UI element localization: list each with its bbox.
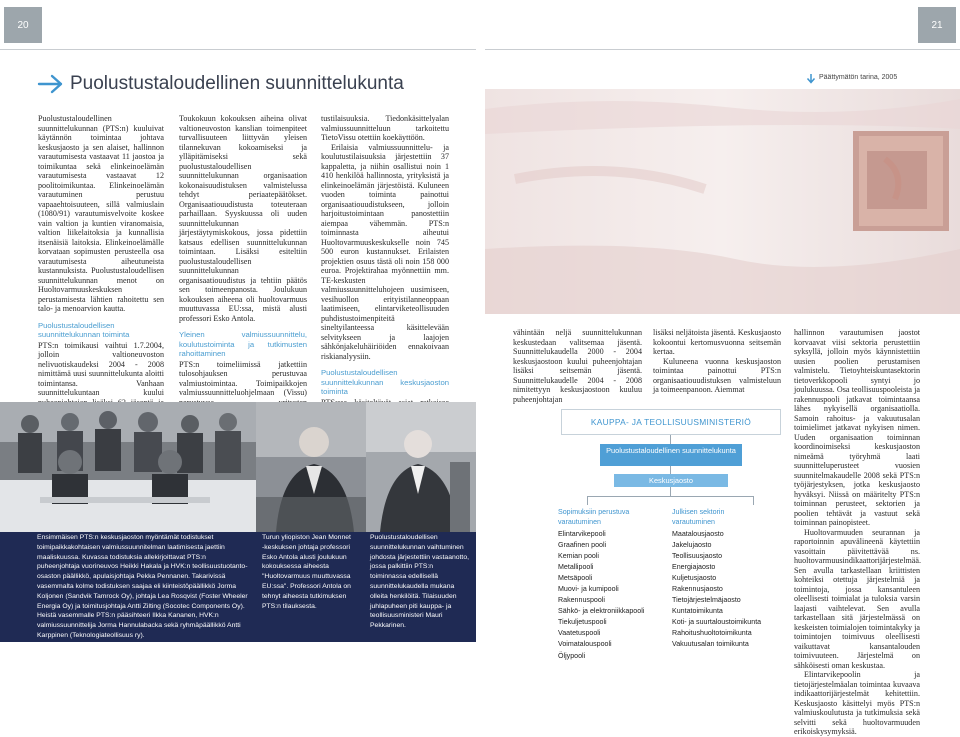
running-header-tag: Päättymätön tarina, 2005	[819, 74, 898, 81]
text-column-4	[513, 328, 642, 404]
org-connector	[753, 496, 754, 505]
org-connector	[587, 496, 588, 505]
org-ministry-box	[561, 409, 781, 435]
reception-photo	[366, 402, 476, 532]
list-item: Elintarvikepooli	[558, 530, 606, 538]
list-item: Muovi- ja kumipooli	[558, 585, 619, 594]
list-item: Öljypooli	[558, 651, 586, 660]
list-item: Energiajaosto	[672, 563, 716, 572]
list-item: Teollisuusjaosto	[672, 552, 723, 561]
list-item: Voimatalouspooli	[558, 640, 612, 649]
list-item: Tietojärjestelmäjaosto	[672, 596, 741, 605]
header-rule-left	[0, 49, 476, 50]
list-item: Rakennuspooli	[558, 596, 605, 605]
list-item: Metallipooli	[558, 563, 594, 572]
paragraph: Huoltovarmuuden seurannan ja raportoinnin apuvälineenä käytettiin vasoittain päivitettävää ns. huoltovarmuusindikaattorijärjestelmää. Sen avulla tarkastellaan kriittisten kohteiksi otettuja järjestelmiä ja toimintoja, jossa kansantuleen oleellisesti toimialat ja tuloksia varsin laajasti vaihtelevat. Sen avulla tarkastellaan sitä järjestelmässä on keskeisten toimialojen toimintakyky ja toimintojen toimivuus oleellisesti vaikuttavat kansantalouden toimivuuteen. Järjestelmä on sähköisesti oman keskustaa.	[794, 527, 921, 670]
list-item: Graafinen pooli	[558, 541, 607, 550]
page-number-left: 20	[4, 7, 42, 43]
list-item: Kemian pooli	[558, 552, 600, 561]
list-item: Jakelujaosto	[672, 541, 712, 550]
list-item: Tiekuljetuspooli	[558, 618, 607, 627]
paragraph: Kuluneena vuonna keskusjaoston toimintaa painottui PTS:n organisaatiouudistuksen valmisteluun ja toimeenpanoon. Aiemmat	[653, 356, 781, 394]
list-item: Rahoitushuoltotoimikunta	[672, 629, 752, 638]
org-connector	[670, 435, 671, 444]
paragraph: PTS:n toimikausi vaihtui 1.7.2004, jolloin valtioneuvoston nelivuotiskaudeksi 2004 - 2008 nimittämä uusi suunnittelukunta aloitti toimintansa. Vanhaan suunnittelukuntaan kuului	[38, 340, 164, 397]
paragraph: vähintään neljä suunnittelukunnan keskustedaan valitsemaa jäsentä. Suunnittelukaudella 2000 - 2004 keskusjaostoon kuului puheenjohtajan lisäksi seitsemän jäsentä. Suunnittelukaudelle 2004 - 2008 nimitettyyn keskusjaostoon kuuluu puheenjohtajan	[513, 328, 642, 404]
text-column-3	[321, 114, 449, 396]
section-heading: Yleinen valmiussuunnittelu, koulutustoiminta ja tutkimusten rahoittaminen	[179, 330, 307, 358]
list-item: Kuntatoimikunta	[672, 607, 723, 616]
org-branch-line	[587, 496, 753, 497]
org-public-heading: Julkisen sektorin varautuminen	[672, 508, 725, 526]
paragraph: hallinnon varautumisen jaostot korvaavat viisi sektoria perustettiin syksyllä, jolloin myös käynnistettiin uusien poolien perustamisen valmistelu. Tietoyhteiskuntasektorin tietoverkkopooli syntyi jo joulukuussa. Osa teollisuuspooleista ja rakennuspooli jatkavat toimintaansa lähes nykyisellä organisaatiolla. Samoin rahoitus- ja vakuutusalan toimielimet jatkavat nykyisen nimen. Uuden organisaation toiminnan koordinoimiseksi keskusjaoston nimeämä työryhmä laati suunnitteluperusteet vuosien suunnitelmakaudelle 2008 sekä PTS:n työjärjestyksen, jotka keskusjaosto hyväksyi. Niissä on määritelty PTS:n toiminnan perusteet, sektorien ja poolien tehtävät ja vastuut sekä toiminnan painopisteet.	[794, 328, 920, 527]
page-title: Puolustustaloudellinen suunnittelukunta	[70, 73, 404, 94]
list-item: Vakuutusalan toimikunta	[672, 640, 749, 649]
list-item: Sähkö- ja elektroniikkapooli	[558, 607, 645, 616]
caption-signing: Ensimmäisen PTS:n keskusjaoston myöntämät todistukset toimipaikkakohtaisen valmiussuunnitelman laatimisesta jaettiin maaliskuussa. Kuvassa todistuksia allekirjoittavat PTS:n puheenjohtaja vuorineuvos Heikki Hakala ja HVK:n teollisuustuotanto-osaston päällikkö, apulaisjohtaja Pekka Pennanen. Takarivissä vasemmalta kolme todistuksen saajaa eli kiinteistöpäällikkö Jorma Koljonen (Sandvik Tamrock Oy), johtaja Lea Rosqvist (Foster Wheeler Energia Oy) ja toimitusjohtaja Antti Zilting (Socotec Components Oy). Heistä vasemmalle PTS:n pääsihteeri Ilkka Kananen, HVK:n valmiussuunnittelija Jorma Hannulabacka sekä ryhmäpäällikkö Antti Karppinen (Teknologiateollisuus ry).	[37, 534, 248, 639]
org-public-list	[672, 529, 787, 651]
text-column-1	[38, 114, 164, 396]
paragraph: Toukokuun kokouksen aiheina olivat valtioneuvoston kanslian toimenpiteet turvallisuuteen liittyvän yleisen tilannekuvan kokoamiseksi ja ylläpitämiseksi sekä puolustustaloudellisen suunnittelukunnan organisaation kokonaisuudistuksen valmistelussa tehdyt periaatepäätökset. Organisaatiouudistusta toteuteraan parhaillaan. Syyskuussa oli uuden suunnittelukunnan järjestäytymiskokous, jossa pidettiin katsaus edellisen suunnittelukunnan toimintaan. Lisäksi esiteltiin puolustustaloudellisen suunnittelukunnan organisaatiouudistus ja tehtiin päätös sen toimeenpanosta. Joulukuun kokouksen aiheena oli huoltovarmuus muuttuvassa EU:ssa, mistä alusti professori Esko Antola.	[179, 114, 307, 323]
section-heading: Puolustustaloudellisen suunnittelukunnan keskusjaoston toiminta	[321, 368, 449, 396]
org-central-box: Keskusjaosto	[614, 474, 728, 487]
paragraph: tustilaisuuksia. Tiedonkäsittelyalan valmiussuunnitteluun tarkoitettu TietoVissu otettiin koekäyttöön.	[321, 114, 449, 142]
org-connector	[670, 487, 671, 496]
org-private-list	[558, 529, 668, 662]
photo-caption-panel	[0, 532, 476, 642]
paragraph: Erilaisia valmiussuunnittelu- ja koulutustilaisuuksia järjestettiin 37 kappaletta, ja niihin osallistui noin 1 410 henkilöä hallinnosta, yrityksistä ja elinkeinoelämän järjestöistä. Kuluneen vuoden toiminta painottui organisaatiouudistukseen, jolloin harjoitustoimintaan panostettiin aiempaa vähemmän. PTS:n toiminnasta aiheutui Huoltovarmuuskeskukselle noin 745 500 euron kustannukset. Erilaisten projektien osuus tästä oli noin 158 000 euroa. Projektirahaa myönnettiin mm. TE-keskusten valmiussuunnitteluhojeen uusimiseen, vesihuollon erityistilanneoppaan laatimiseen, elintarviketeollisuuden puhdistustoimenpiteitä sineltyilanteessa käsittelevään selvitykseen ja laajojen sähkönjakeluhäiriöiden ennakoivaan riskianalyysiin.	[321, 142, 449, 361]
org-ministry-label: KAUPPA- JA TEOLLISUUSMINISTERIÖ	[590, 417, 752, 427]
section-heading: Puolustustaloudellisen suunnittelukunnan toiminta	[38, 320, 130, 339]
paragraph: lisäksi neljätoista jäsentä. Keskusjaosto kokoontui kertomusvuonna seitsemän kertaa.	[653, 328, 781, 356]
paragraph: PTS:n toimeliimissä jatkettiin tulosohjauksen perustuvaa valmiustoimintaa. Toimipaikkojen valmiussuunnitteluohjelmaan (Vissu)	[179, 359, 307, 397]
page-number-right: 21	[918, 7, 956, 43]
arrow-down-icon	[806, 73, 816, 84]
artwork-photo	[485, 89, 960, 314]
org-connector	[670, 466, 671, 474]
caption-speaker: Turun yliopiston Jean Monnet -keskuksen johtaja professori Esko Antola alusti joulukuun kokouksessa aiheesta "Huoltovarmuus muuttuvassa EU:ssa". Professori Antola on tehnyt aiheesta tutkimuksen PTS:n tilauksesta.	[262, 534, 351, 610]
arrow-right-icon	[38, 74, 64, 94]
signing-photo	[0, 402, 256, 532]
caption-reception: Puolustustaloudellisen suunnittelukunnan vaihtuminen johdosta järjestettiin vastaanotto, jossa palkittiin PTS:n toiminnassa edellisellä suunnittelukaudella mukana olleita henkilöitä. Tilaisuuden juhlapuheen piti kauppa- ja teollisuusministeri Mauri Pekkarinen.	[370, 534, 469, 630]
org-private-heading: Sopimuksiin perustuva varautuminen	[558, 508, 630, 526]
list-item: Rakennusjaosto	[672, 585, 723, 594]
list-item: Koti- ja suurtaloustoimikunta	[672, 618, 762, 627]
text-column-5	[653, 328, 781, 394]
org-committee-box: Puolustustaloudellinen suunnittelukunta	[600, 444, 742, 466]
header-rule-right	[485, 49, 960, 50]
paragraph: Elintarvikepoolin ja tietojärjestelmäalan toimintaa kuvaava indikaattorijärjestelmät kehitettiin. Keskusjaosto käsittelyi myös PTS:n valmiuskoulutusta ja tutkimuksia sekä selvitti sekä huoltovarmuuden erikoiskysymyksiä.	[794, 670, 920, 736]
speaker-photo	[256, 402, 366, 532]
list-item: Metsäpooli	[558, 574, 593, 583]
text-column-6	[794, 328, 921, 736]
paragraph: Puolustustaloudellinen suunnittelukunnan (PTS:n) kuuluivat käytännön toimintaa johtava keskusjaosto ja sen alaiset, hallinnon varautumisesta vastaavat 11 jaostoa ja toimikuntaa sekä elinkeinoelämän varautumisesta vastaavat 12 poolitoimikuntaa. Elinkeinoelämän varautuminen perustuu vapaaehtoisuuteen, sillä valmiuslain (1080/91) varautumisvelvoite koskee vain valtion ja kuntien viranomaisia, valtion liikelaitoksia ja kunnallisia itsenäisiä laitoksia. Elinkeinoelämälle korvataan sopimusten perusteella osa varautumisesta aiheutuneista kustannuksista. Puolustustaloudellisen suunnittelukunnan menot on Huoltovarmuuskeskuksen perustamisesta lähtien rahoitettu sen talo- ja menoarvion kautta.	[38, 114, 164, 313]
list-item: Vaatetuspooli	[558, 629, 601, 638]
list-item: Kuljetusjaosto	[672, 574, 717, 583]
list-item: Maatalousjaosto	[672, 530, 724, 538]
text-column-2	[179, 114, 307, 396]
